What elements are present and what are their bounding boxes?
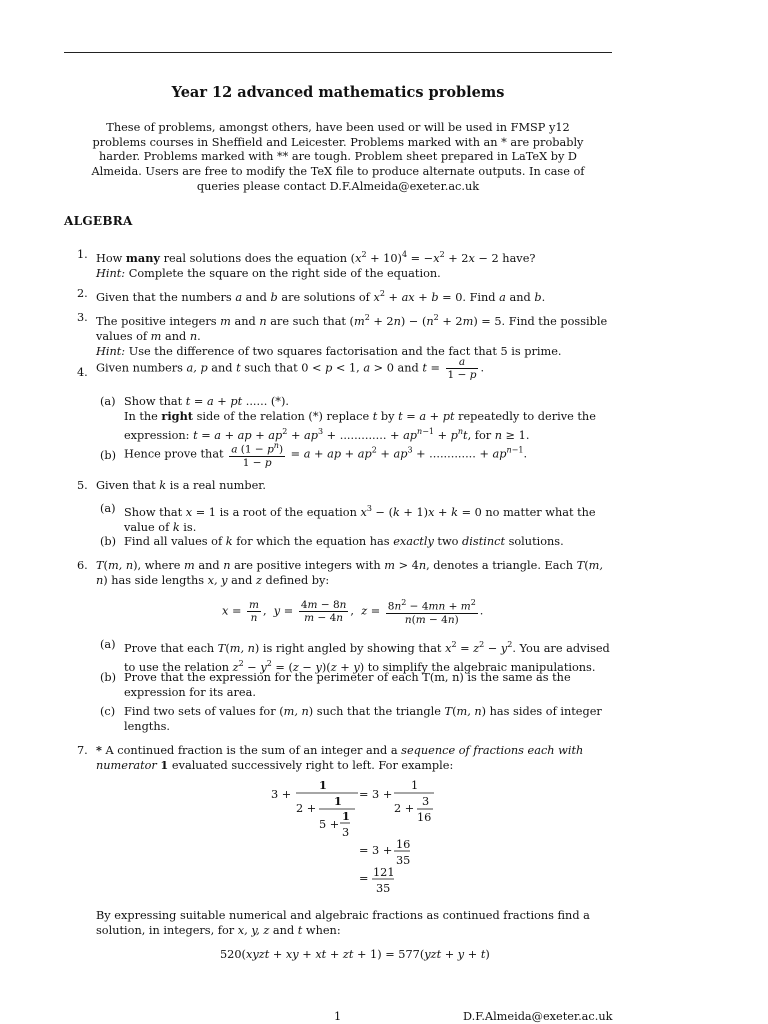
page-number: 1 [334, 1010, 342, 1023]
problem-4-number: 4. [77, 366, 88, 379]
problem-7-number: 7. [77, 744, 88, 757]
problem-6c-statement: Find two sets of values for (m, n) such that the triangle T(m, n) has sides of integer lengths. [124, 705, 602, 733]
problem-1-statement: How many real solutions does the equation $(x^2 + 10)^4 = -x^2 + 2x - 2$ have? Hint: Complete the square on the right side of the equation. [96, 250, 536, 280]
problem-5-statement: Given that k is a real number. [96, 479, 266, 492]
problem-5-intro: Given that [96, 479, 156, 492]
problem-6c-label: (c) [100, 705, 116, 718]
problem-1-hint-text: Complete the square on the right side of the equation. [128, 266, 441, 280]
problem-5b-label: (b) [100, 535, 117, 548]
svg-text:3: 3 [342, 826, 350, 839]
problem-6-statement: T(m, n), where m and n are positive integers with m > 4n, denotes a triangle. Each T(m, n) has side lengths x, y and z defined by: [96, 559, 603, 587]
svg-text:= 3 +: = 3 + [359, 844, 393, 857]
problem-5b-statement: Find all values of k for which the equation has exactly two distinct solutions. [124, 535, 564, 548]
problem-5a-statement: Show that x = 1 is a root of the equation $x^3 - (k + 1)x + k = 0$ no matter what the value of k is. [124, 504, 596, 534]
svg-text:121: 121 [373, 866, 395, 879]
intro-paragraph: These of problems, amongst others, have been used or will be used in FMSP y12 problems courses in Sheffield and Leicester. Problems marked with an * are probably harder. Problems marked with ** are tough. Problem sheet prepared in LaTeX by D Almeida. Users are free to modify the TeX file to produce alternate outputs. In case of queries please contact D.F.Almeida@exeter.ac.uk [91, 121, 585, 193]
svg-text:2 +: 2 + [394, 802, 415, 815]
problem-5a-label: (a) [100, 502, 116, 515]
svg-text:= 3 +: = 3 + [359, 788, 393, 801]
problem-4a-label: (a) [100, 395, 116, 408]
svg-text:16: 16 [396, 838, 411, 851]
svg-text:=: = [359, 872, 369, 885]
problem-6a-statement: Prove that each T(m, n) is right angled by showing that $x^2 = z^2 - y^2$. You are advised to use the relation $z^2 - y^2 = (z - y)(z + y)$ to simplify the algebraic manipulations. [124, 640, 610, 674]
svg-text:1: 1 [411, 779, 419, 792]
problem-4b-statement: Hence prove that $\frac{a (1 - p^n)}{1 - p}$ = a + ap + $ap^2 + ap^3$ + ............. + $ap^{n-1}$. [124, 441, 528, 469]
svg-text:2 +: 2 + [296, 802, 317, 815]
problem-3-hint-label: Hint: [96, 344, 126, 358]
continued-fraction-example [262, 778, 452, 898]
svg-text:35: 35 [396, 854, 411, 867]
problem-3-number: 3. [77, 311, 88, 324]
problem-6-number: 6. [77, 559, 88, 572]
problem-6b-label: (b) [100, 671, 117, 684]
problem-4a-statement: Show that t = a + pt ...... (*). In the right side of the relation (*) replace t by t = a + pt repeatedly to derive the expression: t = a + ap + $ap^2 + ap^3$ + ............. + $ap^{n-1} + p^nt$, for n ≥ 1. [124, 395, 596, 442]
svg-text:16: 16 [417, 811, 432, 824]
svg-text:5 +: 5 + [319, 818, 340, 831]
problem-7-star: * [96, 743, 102, 757]
problem-4b-label: (b) [100, 449, 117, 462]
problem-6a-label: (a) [100, 638, 116, 651]
document-title: Year 12 advanced mathematics problems [171, 84, 505, 101]
problem-2-number: 2. [77, 287, 88, 300]
svg-text:3: 3 [422, 795, 430, 808]
problem-7-statement: * A continued fraction is the sum of an integer and a sequence of fractions each with numerator 1 evaluated successively right to left. For example: [96, 743, 584, 772]
section-heading: ALGEBRA [64, 214, 133, 228]
problem-7-task: By expressing suitable numerical and algebraic fractions as continued fractions find a solution, in integers, for x, y, z and t when: [96, 909, 590, 937]
svg-text:1: 1 [334, 794, 342, 808]
svg-text:35: 35 [376, 882, 391, 895]
problem-1-number: 1. [77, 248, 88, 261]
problem-1-hint-label: Hint: [96, 266, 126, 280]
problem-2-statement: Given that the numbers a and b are solutions of $x^2$ + ax + b = 0. Find a and b. [96, 289, 546, 304]
problem-6b-statement: Prove that the expression for the perimeter of each T(m, n) is the same as the expression for its area. [124, 671, 571, 699]
problem-3-statement: The positive integers m and n are such that $(m^2 + 2n) - (n^2 + 2m) = 5$. Find the possible values of m and n. Hint: Use the difference of two squares factorisation and the fact that 5 is prime. [96, 313, 608, 358]
problem-5-number: 5. [77, 479, 88, 492]
svg-text:3 +: 3 + [271, 788, 292, 801]
header-rule [64, 52, 612, 53]
problem-6-side-lengths: x = $\frac{m}{n}$ , y = $\frac{4m - 8n}{m - 4n}$ , z = $\frac{8n^2 - 4mn + m^2}{n(m - 4n)}$ . [222, 598, 484, 626]
problem-4-statement: Given numbers a, p and t such that 0 < p < 1, a > 0 and t = $\frac{a}{1 - p}$ . [96, 356, 485, 381]
problem-7-equation: 520(xyzt + xy + xt + zt + 1) = 577(yzt + y + t) [220, 948, 490, 961]
svg-text:1: 1 [319, 778, 327, 792]
footer-email: D.F.Almeida@exeter.ac.uk [463, 1010, 613, 1023]
svg-text:1: 1 [342, 809, 350, 823]
problem-3-hint-text: Use the difference of two squares factorisation and the fact that 5 is prime. [128, 344, 562, 358]
